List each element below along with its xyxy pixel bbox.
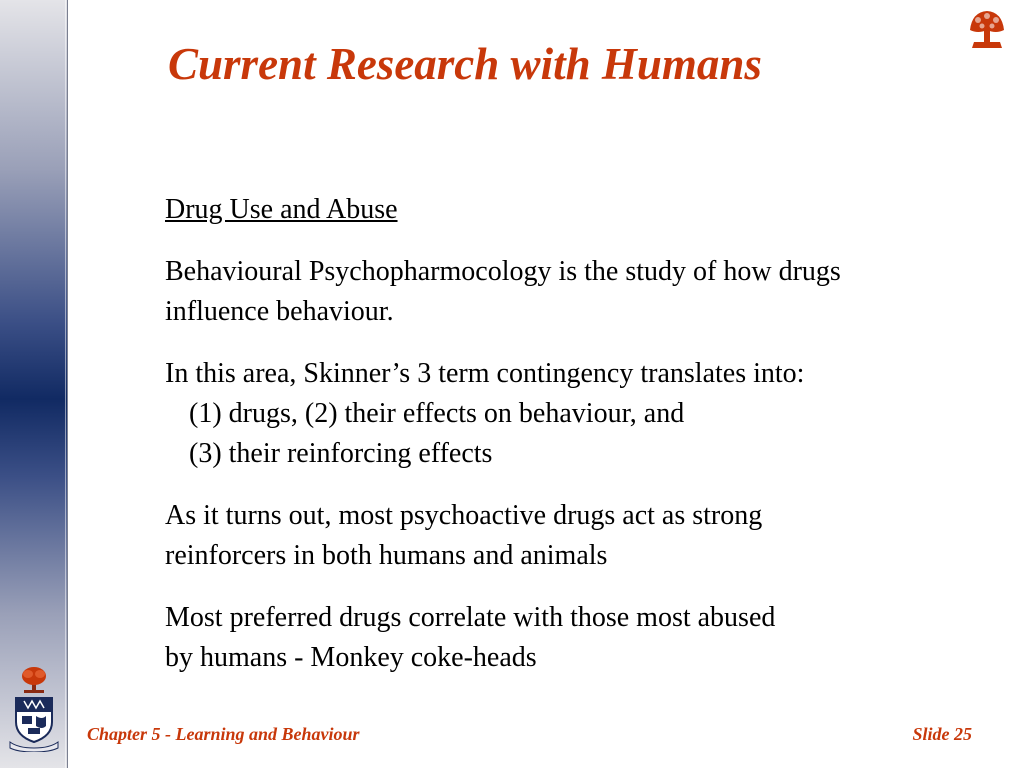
- paragraph-line-indented: (3) their reinforcing effects: [189, 438, 493, 469]
- paragraph-line: influence behaviour.: [165, 296, 394, 327]
- paragraph-line: Behavioural Psychopharmocology is the study of how drugs: [165, 256, 841, 287]
- paragraph-line: As it turns out, most psychoactive drugs act as strong: [165, 500, 763, 531]
- university-crest-icon: [8, 664, 60, 752]
- paragraph-reinforcers: [165, 496, 1005, 576]
- paragraph-line: by humans - Monkey coke-heads: [165, 642, 537, 673]
- paragraph-line: In this area, Skinner’s 3 term contingency translates into:: [165, 358, 805, 389]
- left-sidebar-band: [0, 0, 68, 768]
- paragraph-line: Most preferred drugs correlate with those most abused: [165, 602, 776, 633]
- section-heading: Drug Use and Abuse: [165, 194, 398, 225]
- paragraph-line-indented: (1) drugs, (2) their effects on behaviour, and: [189, 398, 685, 429]
- tree-logo-icon: [964, 8, 1010, 50]
- footer-chapter-title: Chapter 5 - Learning and Behaviour: [87, 724, 360, 744]
- paragraph-definition: [165, 252, 1005, 332]
- paragraph-contingency: [165, 354, 1005, 474]
- slide-title: Current Research with Humans: [168, 39, 762, 89]
- paragraph-preferred-drugs: [165, 598, 1005, 678]
- paragraph-line: reinforcers in both humans and animals: [165, 540, 608, 571]
- sidebar-highlight: [0, 0, 66, 768]
- slide-body: [165, 190, 1005, 700]
- footer-slide-number: Slide 25: [912, 724, 972, 744]
